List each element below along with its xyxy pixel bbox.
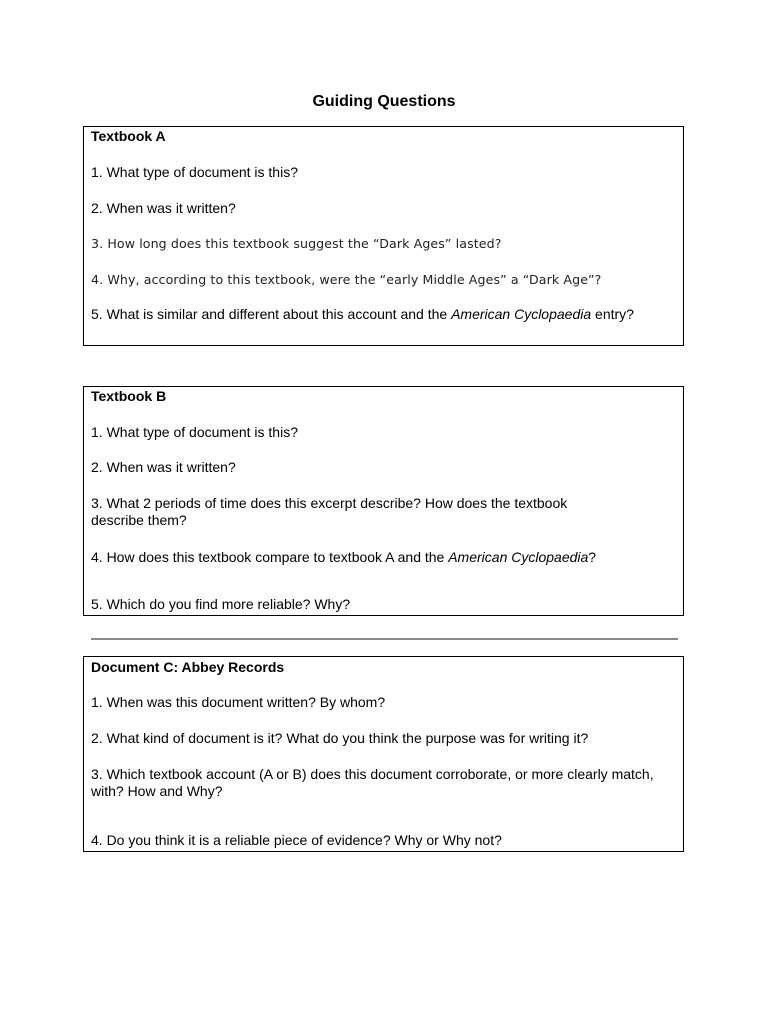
textbook-b-question-1: 1. What type of document is this?: [91, 424, 298, 440]
textbook-b-question-2: 2. When was it written?: [91, 459, 236, 475]
document-c-heading: Document C: Abbey Records: [91, 659, 285, 675]
textbook-a-question-3: 3. How long does this textbook suggest the “Dark Ages” lasted?: [91, 236, 502, 251]
textbook-b-box: [83, 386, 684, 616]
textbook-a-question-2: 2. When was it written?: [91, 200, 236, 216]
textbook-a-heading: Textbook A: [91, 128, 166, 144]
document-c-question-4: 4. Do you think it is a reliable piece of evidence? Why or Why not?: [91, 832, 502, 848]
textbook-b-heading: Textbook B: [91, 388, 167, 404]
textbook-b-question-4-text: 4. How does this textbook compare to textbook A and the: [91, 549, 449, 565]
textbook-a-question-5: [91, 306, 651, 323]
textbook-a-box: [83, 126, 684, 346]
document-c-question-2: 2. What kind of document is it? What do you think the purpose was for writing it?: [91, 730, 589, 746]
textbook-a-question-5-end: entry?: [591, 306, 634, 322]
document-c-question-3: 3. Which textbook account (A or B) does this document corroborate, or more clearly match, with? How and Why?: [91, 766, 654, 799]
textbook-a-question-1: 1. What type of document is this?: [91, 164, 298, 180]
textbook-b-question-3: 3. What 2 periods of time does this excerpt describe? How does the textbook describe them?: [91, 495, 568, 528]
document-c-question-1: 1. When was this document written? By whom?: [91, 694, 386, 710]
page-title: Guiding Questions: [312, 93, 456, 110]
textbook-a-question-5-emphasis: American Cyclopaedia: [451, 306, 592, 322]
textbook-a-question-4: 4. Why, according to this textbook, were the “early Middle Ages” a “Dark Age”?: [91, 272, 602, 287]
textbook-a-question-5-text: 5. What is similar and different about this account and the: [91, 306, 452, 322]
textbook-b-question-4: [91, 549, 676, 566]
textbook-b-question-4-end: ?: [588, 549, 597, 565]
document-c-box: [83, 656, 684, 852]
section-divider: [91, 638, 678, 640]
textbook-b-question-4-emphasis: American Cyclopaedia: [448, 549, 589, 565]
textbook-b-question-5: 5. Which do you find more reliable? Why?: [91, 596, 351, 612]
